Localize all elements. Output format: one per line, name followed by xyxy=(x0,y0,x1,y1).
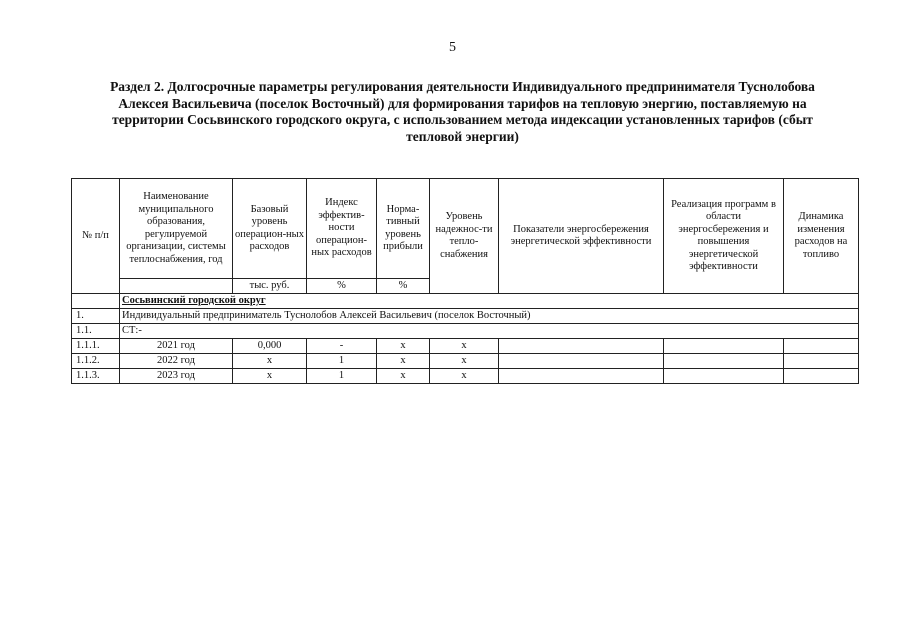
section-title: Раздел 2. Долгосрочные параметры регулирования деятельности Индивидуального предпринимателя Туснолобова Алексея Васильевича (поселок Восточный) для формирования тарифов на тепловую энергию, поставляемую на территории Сосьвинского городского округа, с использованием метода индексации установленных тарифов (сбыт тепловой энергии) xyxy=(110,79,815,144)
row-programs xyxy=(664,369,784,384)
table-row xyxy=(72,354,859,369)
row-fuel xyxy=(784,339,859,354)
row-base: х xyxy=(233,369,307,384)
table-row xyxy=(72,369,859,384)
section-num-cell xyxy=(72,294,120,309)
row-reliability: х xyxy=(430,369,499,384)
row-reliability: х xyxy=(430,354,499,369)
units-base-level: тыс. руб. xyxy=(233,279,307,294)
header-programs: Реализация программ в области энергосбережения и повышения энергетической эффективности xyxy=(664,179,784,294)
row-num: 1.1.3. xyxy=(72,369,120,384)
row-programs xyxy=(664,339,784,354)
header-num: № п/п xyxy=(72,179,120,294)
table-row xyxy=(72,339,859,354)
header-reliability: Уровень надежнос-ти тепло-снабжения xyxy=(430,179,499,294)
row-index: 1 xyxy=(307,369,377,384)
row-index: 1 xyxy=(307,354,377,369)
header-base-level: Базовый уровень операцион-ных расходов xyxy=(233,179,307,279)
row-num: 1.1.1. xyxy=(72,339,120,354)
row-index: - xyxy=(307,339,377,354)
row-fuel xyxy=(784,354,859,369)
row-year: 2023 год xyxy=(120,369,233,384)
row-energy xyxy=(499,354,664,369)
units-efficiency-index: % xyxy=(307,279,377,294)
table-header-row xyxy=(72,179,859,279)
regulation-parameters-table xyxy=(71,178,859,384)
row-fuel xyxy=(784,369,859,384)
row-num: 1.1.2. xyxy=(72,354,120,369)
header-municipality: Наименование муниципального образования, регулируемой организации, системы теплоснабжения, год xyxy=(120,179,233,279)
organization-name: Индивидуальный предприниматель Туснолобов Алексей Васильевич (поселок Восточный) xyxy=(120,309,859,324)
system-row xyxy=(72,324,859,339)
row-profit: х xyxy=(377,369,430,384)
section-label-cell xyxy=(120,294,859,309)
section-label: Сосьвинский городской округ xyxy=(122,294,266,306)
system-name: СТ:- xyxy=(120,324,859,339)
row-programs xyxy=(664,354,784,369)
section-row xyxy=(72,294,859,309)
page-number: 5 xyxy=(449,40,456,55)
row-energy xyxy=(499,339,664,354)
header-efficiency-index: Индекс эффектив-ности операцион-ных расходов xyxy=(307,179,377,279)
row-year: 2022 год xyxy=(120,354,233,369)
system-num: 1.1. xyxy=(72,324,120,339)
organization-row xyxy=(72,309,859,324)
units-municipality xyxy=(120,279,233,294)
row-reliability: х xyxy=(430,339,499,354)
header-fuel-dynamics: Динамика изменения расходов на топливо xyxy=(784,179,859,294)
header-energy-saving: Показатели энергосбережения энергетической эффективности xyxy=(499,179,664,294)
row-profit: х xyxy=(377,354,430,369)
row-base: 0,000 xyxy=(233,339,307,354)
organization-num: 1. xyxy=(72,309,120,324)
row-base: х xyxy=(233,354,307,369)
row-year: 2021 год xyxy=(120,339,233,354)
units-normative-profit: % xyxy=(377,279,430,294)
header-normative-profit: Норма-тивный уровень прибыли xyxy=(377,179,430,279)
row-profit: х xyxy=(377,339,430,354)
row-energy xyxy=(499,369,664,384)
